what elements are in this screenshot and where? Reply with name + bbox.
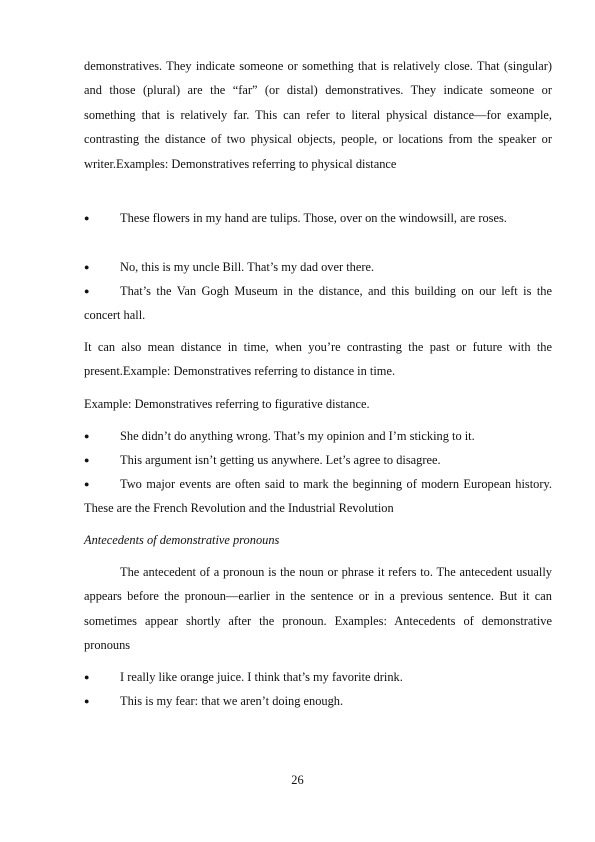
list-item <box>84 279 552 328</box>
list-item <box>84 689 552 713</box>
list-item <box>84 472 552 521</box>
page-number: 26 <box>291 773 304 787</box>
list-item-text: Two major events are often said to mark the beginning of modern European history. These are the French Revolution and the Industrial Revolution <box>84 477 552 516</box>
bullet-icon: ● <box>84 213 90 223</box>
list-item-text: This is my fear: that we aren’t doing enough. <box>120 694 344 708</box>
paragraph-antecedents: The antecedent of a pronoun is the noun or phrase it refers to. The antecedent usually appears before the pronoun—earlier in the sentence or in a previous sentence. But it can sometimes appear shortly after the pronoun. Examples: Antecedents of demonstrative pronouns <box>84 565 552 653</box>
list-item-text: This argument isn’t getting us anywhere. Let’s agree to disagree. <box>120 453 441 467</box>
list-item-text: These flowers in my hand are tulips. Those, over on the windowsill, are roses. <box>120 211 507 225</box>
list-item <box>84 424 552 448</box>
bullet-icon: ● <box>84 672 90 682</box>
list-item <box>84 665 552 689</box>
section-heading: Antecedents of demonstrative pronouns <box>84 533 280 547</box>
list-item-text: No, this is my uncle Bill. That’s my dad over there. <box>120 260 375 274</box>
list-item-text: She didn’t do anything wrong. That’s my opinion and I’m sticking to it. <box>120 429 475 443</box>
paragraph-distance-in-time: It can also mean distance in time, when you’re contrasting the past or future with the present.Example: Demonstratives referring to distance in time. <box>84 340 552 379</box>
list-item <box>84 255 552 279</box>
list-item-text: I really like orange juice. I think that’s my favorite drink. <box>120 670 403 684</box>
bullet-icon: ● <box>84 262 90 272</box>
list-item <box>84 206 552 230</box>
list-item-text: That’s the Van Gogh Museum in the distance, and this building on our left is the concert hall. <box>84 284 552 323</box>
paragraph-figurative-distance: Example: Demonstratives referring to figurative distance. <box>84 397 370 411</box>
paragraph-demonstratives-distance: demonstratives. They indicate someone or something that is relatively close. That (singular) and those (plural) are the “far” (or distal) demonstratives. They indicate someone or something that is relatively far. This can refer to literal physical distance—for example, contrasting the distance of two physical objects, people, or locations from the speaker or writer.Examples: Demonstratives referring to physical distance <box>84 59 552 171</box>
bullet-icon: ● <box>84 286 90 296</box>
bullet-icon: ● <box>84 479 90 489</box>
bullet-icon: ● <box>84 696 90 706</box>
list-item <box>84 448 552 472</box>
bullet-icon: ● <box>84 455 90 465</box>
bullet-icon: ● <box>84 431 90 441</box>
